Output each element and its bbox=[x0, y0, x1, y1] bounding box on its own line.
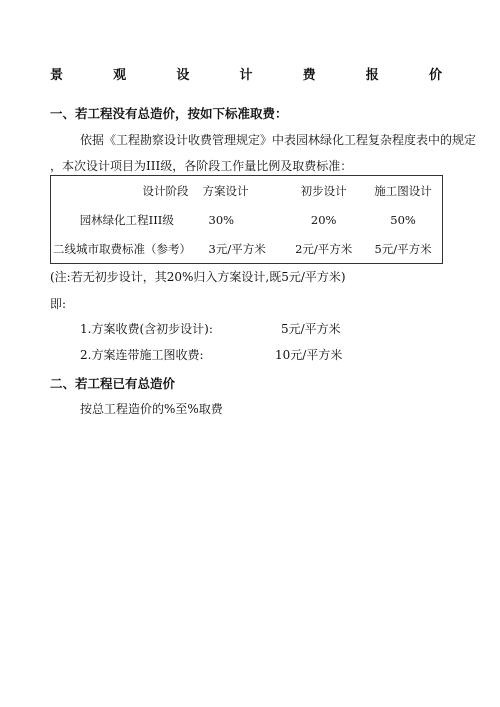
table-header-row bbox=[51, 176, 443, 206]
table-note: (注:若无初步设计，其20%归入方案设计,既5元/平方米) bbox=[50, 270, 346, 284]
fee-item-value: 5元/平方米 bbox=[281, 322, 341, 336]
title-char: 费 bbox=[302, 68, 316, 83]
fee-item-label: 2.方案连带施工图收费: bbox=[80, 348, 204, 362]
table-cell: 二线城市取费标准（参考） bbox=[53, 241, 191, 256]
ji-label: 即: bbox=[50, 297, 67, 311]
section2-heading: 二、若工程已有总造价 bbox=[50, 376, 176, 391]
document-title bbox=[50, 64, 442, 83]
title-char: 设 bbox=[176, 68, 190, 83]
title-char: 景 bbox=[50, 68, 64, 83]
table-cell: 50% bbox=[390, 212, 416, 227]
table-cell: 5元/平方米 bbox=[374, 241, 432, 256]
title-char: 价 bbox=[428, 68, 442, 83]
table-cell: 施工图设计 bbox=[374, 183, 432, 198]
table-cell: 3元/平方米 bbox=[208, 241, 266, 256]
title-char: 观 bbox=[113, 68, 127, 83]
table-cell: 30% bbox=[208, 212, 235, 227]
table-cell: 设计阶段 bbox=[142, 183, 189, 198]
title-char: 报 bbox=[365, 68, 379, 83]
section2-paragraph: 按总工程造价的%至%取费 bbox=[80, 402, 223, 416]
fee-item-value: 10元/平方米 bbox=[275, 348, 343, 362]
fee-table bbox=[50, 175, 443, 264]
table-cell: 20% bbox=[310, 212, 337, 227]
fee-item-label: 1.方案收费(含初步设计): bbox=[80, 322, 213, 336]
table-row bbox=[51, 205, 443, 234]
section1-paragraph-line2: ，本次设计项目为III级，各阶段工作量比例及取费标准： bbox=[50, 159, 353, 173]
table-row bbox=[51, 234, 443, 264]
table-cell: 园林绿化工程III级 bbox=[79, 212, 174, 227]
title-char: 计 bbox=[239, 68, 253, 83]
table-cell: 初步设计 bbox=[300, 183, 347, 198]
table-cell: 2元/平方米 bbox=[295, 241, 353, 256]
table-cell: 方案设计 bbox=[202, 183, 249, 198]
section1-heading: 一、若工程没有总造价，按如下标准取费： bbox=[50, 106, 288, 121]
section1-paragraph-line1: 依据《工程勘察设计收费管理规定》中表园林绿化工程复杂程度表中的规定 bbox=[80, 133, 477, 147]
